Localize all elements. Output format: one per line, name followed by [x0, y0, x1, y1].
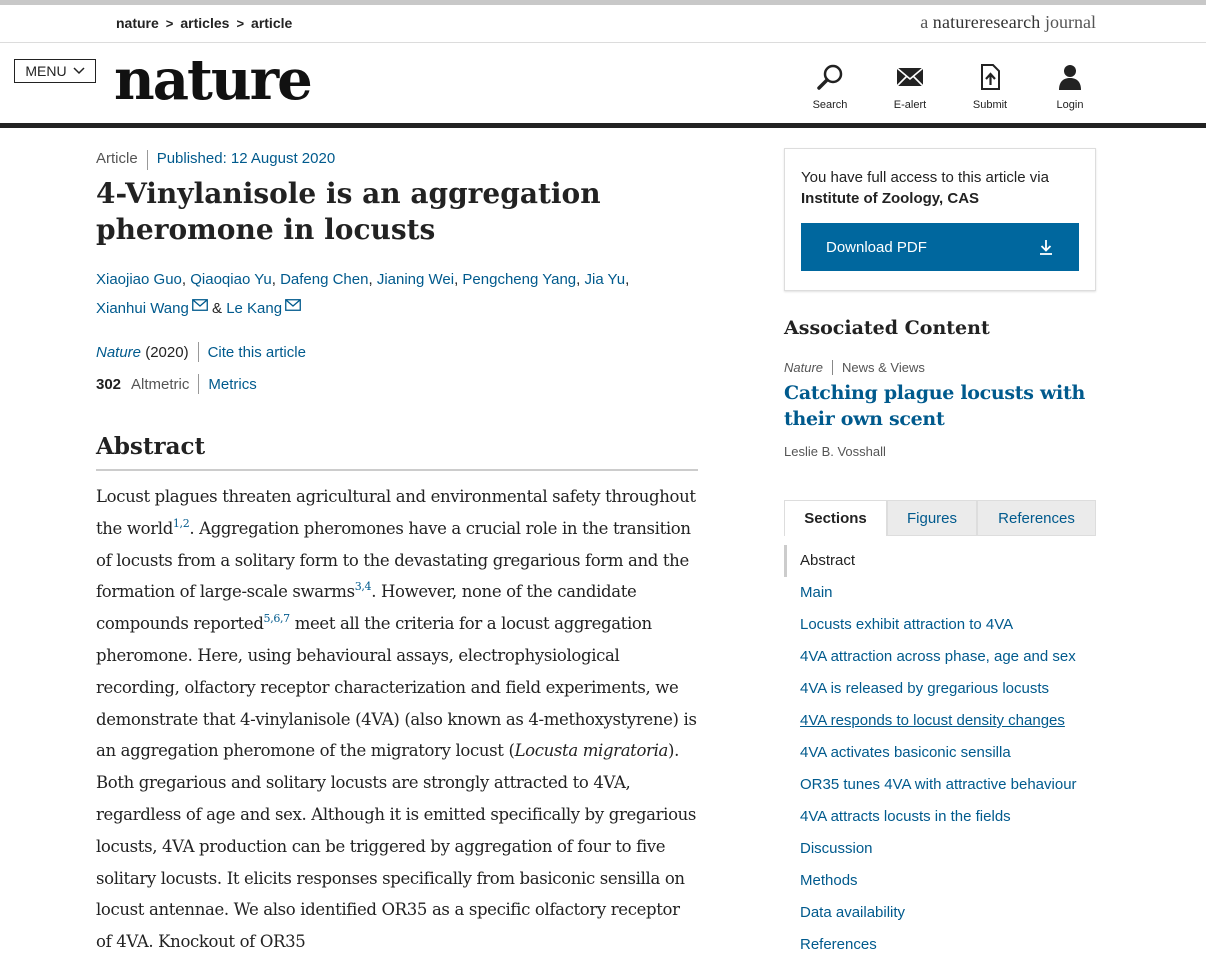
breadcrumb-articles[interactable]: articles	[180, 15, 230, 31]
e-alert-button[interactable]	[870, 63, 950, 111]
header-actions	[790, 63, 1110, 111]
citation-line	[96, 342, 306, 362]
chevron-down-icon	[73, 67, 85, 75]
article-title: 4-Vinylanisole is an aggregation pheromone in locusts	[96, 177, 601, 246]
abstract-segment: meet all the criteria for a locust aggregation pheromone. Here, using behavioural assays, electrophysiological recording, olfactory receptor characterization and field experiments, we demonstrate that 4-vinylanisole (4VA) (also known as 4-methoxystyrene) is an aggregation pheromone of the migratory locust (	[96, 614, 697, 761]
tag-prefix: a	[920, 12, 933, 32]
breadcrumb-separator: >	[236, 15, 245, 31]
abstract-segment: ). Both gregarious and solitary locusts are strongly attracted to 4VA, regardless of age and sex. Although it is emitted specifically by gregarious locusts, 4VA production can be triggered by aggregation of four to five solitary locusts. It elicits responses specifically from basiconic sensilla on locust antennae. We also identified OR35 as a specific olfactory receptor of 4VA. Knockout of OR35	[96, 741, 697, 952]
article-year: (2020)	[145, 343, 189, 361]
metrics-line	[96, 374, 257, 394]
author-link[interactable]: Le Kang	[226, 300, 283, 317]
assoc-type: News & Views	[842, 360, 925, 375]
download-icon	[1039, 239, 1053, 255]
section-link-discussion[interactable]: Discussion	[800, 840, 873, 857]
menu-label: MENU	[25, 63, 67, 79]
species-name: Locusta migratoria	[514, 741, 668, 761]
upload-icon	[976, 63, 1004, 91]
associated-content-heading: Associated Content	[784, 317, 990, 339]
section-link[interactable]: Locusts exhibit attraction to 4VA	[800, 616, 1014, 633]
associated-meta	[784, 360, 925, 375]
section-link-abstract[interactable]: Abstract	[784, 545, 1096, 577]
breadcrumb-nature[interactable]: nature	[116, 15, 159, 31]
reference-link[interactable]: 5,6,7	[263, 612, 290, 626]
associated-author: Leslie B. Vosshall	[784, 444, 886, 459]
submit-button[interactable]	[950, 63, 1030, 111]
search-label: Search	[812, 99, 848, 111]
author-link[interactable]: Pengcheng Yang	[462, 271, 577, 288]
nature-logo[interactable]: nature	[114, 47, 311, 113]
divider	[198, 342, 199, 362]
sections-nav	[784, 545, 1096, 957]
author-link[interactable]: Qiaoqiao Yu	[190, 271, 272, 288]
author-link[interactable]: Xiaojiao Guo	[96, 271, 182, 288]
breadcrumb-bar	[0, 5, 1206, 43]
natureresearch-tag[interactable]	[920, 12, 1096, 33]
tab-sections[interactable]: Sections	[784, 500, 887, 536]
associated-article-link[interactable]: Catching plague locusts with their own scent	[784, 382, 1085, 430]
submit-label: Submit	[972, 99, 1008, 111]
divider	[832, 360, 833, 375]
login-label: Login	[1056, 99, 1084, 111]
section-link[interactable]: 4VA responds to locust density changes	[800, 712, 1065, 729]
reference-link[interactable]: 3,4	[354, 580, 372, 594]
cite-article-link[interactable]: Cite this article	[207, 343, 306, 361]
breadcrumb-article: article	[251, 15, 293, 31]
section-link-data-availability[interactable]: Data availability	[800, 904, 906, 921]
journal-name: Nature	[96, 343, 142, 361]
access-text	[801, 167, 1049, 209]
download-label: Download PDF	[826, 238, 927, 256]
altmetric-label: Altmetric	[131, 375, 190, 393]
abstract-segment: . However, none of the candidate compounds reported	[96, 582, 637, 634]
article-type: Article	[96, 150, 138, 167]
email-icon[interactable]	[192, 299, 208, 311]
author-link[interactable]: Dafeng Chen	[280, 271, 369, 288]
user-icon	[1056, 63, 1084, 91]
menu-button[interactable]	[14, 59, 96, 83]
email-icon	[896, 63, 924, 91]
search-icon	[816, 63, 844, 91]
section-link[interactable]: 4VA attracts locusts in the fields	[800, 808, 1011, 825]
tab-figures[interactable]: Figures	[887, 500, 977, 536]
breadcrumb	[116, 15, 292, 31]
download-pdf-button[interactable]	[801, 223, 1079, 271]
section-link-methods[interactable]: Methods	[800, 872, 858, 889]
divider	[147, 150, 148, 170]
section-link[interactable]: 4VA is released by gregarious locusts	[800, 680, 1050, 697]
author-link[interactable]: Jia Yu	[584, 271, 626, 288]
author-link[interactable]: Jianing Wei	[376, 271, 455, 288]
metrics-link[interactable]: Metrics	[208, 375, 257, 393]
site-header	[0, 43, 1206, 123]
altmetric-score: 302	[96, 375, 122, 393]
sidebar-tabs	[784, 500, 1096, 536]
e-alert-label: E-alert	[893, 99, 927, 111]
email-icon[interactable]	[285, 299, 301, 311]
abstract-segment: . Aggregation pheromones have a crucial role in the transition of locusts from a solitary form to the devastating gregarious form and the formation of large-scale swarms	[96, 518, 691, 602]
institution-name: Institute of Zoology, CAS	[801, 190, 980, 207]
assoc-journal: Nature	[784, 360, 824, 375]
section-link[interactable]: 4VA attraction across phase, age and sex	[800, 648, 1076, 665]
reference-link[interactable]: 1,2	[172, 516, 190, 530]
published-date: Published: 12 August 2020	[156, 150, 336, 167]
section-link-references[interactable]: References	[800, 936, 877, 953]
author-link[interactable]: Xianhui Wang	[96, 300, 189, 317]
tag-suffix: journal	[1040, 12, 1096, 32]
tab-references[interactable]: References	[977, 500, 1096, 536]
login-button[interactable]	[1030, 63, 1110, 111]
section-link[interactable]: OR35 tunes 4VA with attractive behaviour	[800, 776, 1077, 793]
author-list: Xiaojiao Guo, Qiaoqiao Yu, Dafeng Chen, Jianing Wei, Pengcheng Yang, Jia Yu, Xianhui Wang & Le Kang	[96, 271, 630, 317]
section-link-main[interactable]: Main	[800, 584, 833, 601]
tag-brand: natureresearch	[932, 12, 1041, 32]
abstract-segment: Locust plagues threaten agricultural and environmental safety throughout the world	[96, 487, 696, 538]
abstract-text	[96, 481, 698, 957]
breadcrumb-separator: >	[165, 15, 174, 31]
abstract-heading: Abstract	[96, 433, 698, 471]
access-message: You have full access to this article via	[801, 169, 1049, 186]
article-meta	[96, 150, 335, 170]
search-button[interactable]	[790, 63, 870, 111]
section-link[interactable]: 4VA activates basiconic sensilla	[800, 744, 1011, 761]
divider	[198, 374, 199, 394]
access-box	[784, 148, 1096, 291]
header-divider	[0, 123, 1206, 128]
